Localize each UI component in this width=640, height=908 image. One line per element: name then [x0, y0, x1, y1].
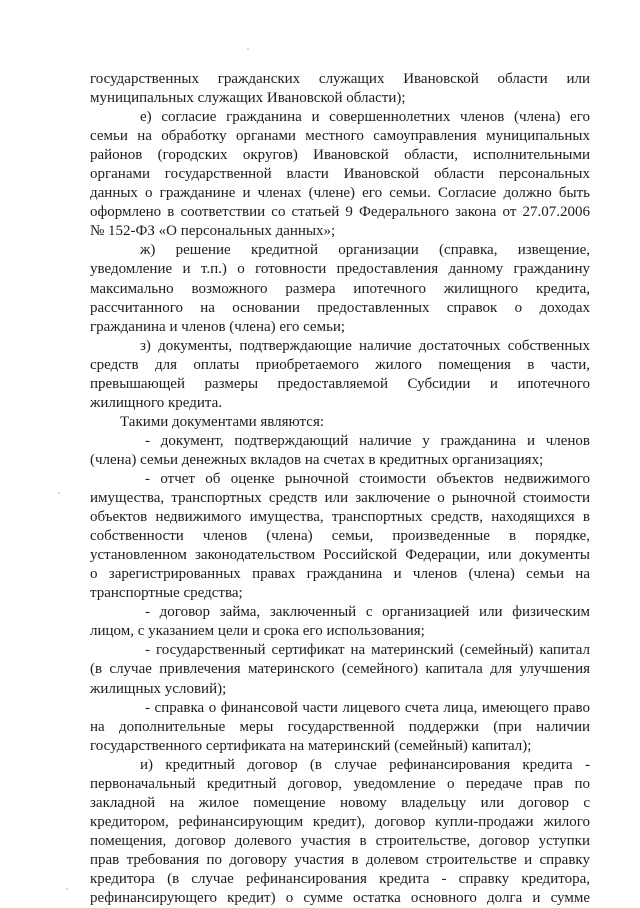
- text-line: жилищного кредита.: [90, 394, 223, 411]
- text-line: гражданина и членов (члена) его семьи;: [90, 318, 346, 335]
- text-line: районов (городских округов) Ивановской области, исполнительными: [90, 147, 590, 164]
- text-line: семьи на обработку органами местного самоуправления муниципальных: [90, 128, 590, 145]
- text-line: (члена) семьи денежных вкладов на счетах в кредитных организациях;: [90, 451, 544, 468]
- text-line: - документ, подтверждающий наличие у гражданина и членов: [145, 432, 590, 449]
- text-line: данных о гражданине и членах (члене) его семьи. Согласие должно быть: [90, 185, 590, 202]
- paragraph-z-own-funds: [90, 337, 590, 413]
- text-line: - договор займа, заключенный с организацией или физическим: [145, 604, 590, 621]
- text-line: объектов недвижимого имущества, транспортных средств, находящихся в: [90, 509, 590, 526]
- text-line: средств для оплаты приобретаемого жилого помещения в части,: [90, 356, 590, 373]
- text-line: - государственный сертификат на материнский (семейный) капитал: [145, 642, 590, 659]
- text-line: превышающей размеры предоставляемой Субсидии и ипотечного: [90, 375, 590, 392]
- text-line: з) документы, подтверждающие наличие достаточных собственных: [140, 337, 590, 354]
- paragraph-gov-servants: [90, 70, 590, 108]
- paragraph-such-documents: [90, 413, 590, 432]
- text-line: имущества, транспортных средств или заключение о рыночной стоимости: [90, 490, 590, 507]
- text-line: е) согласие гражданина и совершеннолетних членов (члена) его: [140, 109, 590, 126]
- text-line: № 152-ФЗ «О персональных данных»;: [90, 223, 336, 240]
- paragraph-dash-maternity: [90, 641, 590, 698]
- text-line: лицом, с указанием цели и срока его использования;: [90, 623, 425, 640]
- scan-speck: [58, 492, 60, 494]
- text-line: (в случае привлечения материнского (семейного) капитала для улучшения: [90, 661, 590, 678]
- text-line: рассчитанного на основании предоставленных справок о доходах: [90, 299, 590, 316]
- text-line: оформлено в соответствии со статьей 9 Федерального закона от 27.07.2006: [90, 204, 590, 221]
- text-line: установленном законодательством Российской Федерации, или документы: [90, 547, 590, 564]
- text-line: государственного сертификата на материнский (семейный) капитал);: [90, 737, 532, 754]
- text-line: - отчет об оценке рыночной стоимости объектов недвижимого: [145, 470, 590, 487]
- text-line: кредитора (в случае рефинансирования кредита - справку кредитора,: [90, 870, 590, 887]
- text-line: жилищных условий);: [90, 680, 227, 697]
- text-line: органами государственной власти Ивановской области персональных: [90, 166, 590, 183]
- text-line: собственности членов (члена) семьи, произведенные в порядке,: [90, 528, 590, 545]
- text-line: и) кредитный договор (в случае рефинансирования кредита -: [140, 756, 590, 773]
- text-line: рефинансирующего кредит) о сумме остатка основного долга и сумме: [90, 890, 590, 907]
- paragraph-dash-account-statement: [90, 699, 590, 756]
- paragraph-dash-deposits: [90, 432, 590, 470]
- text-line: максимально возможного размера ипотечного жилищного кредита,: [90, 280, 590, 297]
- document-body: [90, 70, 590, 908]
- scan-speck: [247, 48, 249, 50]
- paragraph-i-credit-agreement: [90, 756, 590, 908]
- text-line: закладной на жилое помещение новому владельцу или договор с: [90, 794, 590, 811]
- text-line: на дополнительные меры государственной поддержки (при наличии: [90, 718, 590, 735]
- text-line: прав требования по договору участия в долевом строительстве и справку: [90, 851, 590, 868]
- text-line: кредитором, рефинансирующим кредит), договор купли-продажи жилого: [90, 813, 590, 830]
- paragraph-e-consent: [90, 108, 590, 241]
- text-line: помещения, договор долевого участия в строительстве, договор уступки: [90, 832, 590, 849]
- scan-speck: [66, 888, 68, 890]
- text-line: первоначальный кредитный договор, уведомление о передаче прав по: [90, 775, 590, 792]
- text-line: Такими документами являются:: [120, 413, 325, 430]
- paragraph-dash-loan: [90, 603, 590, 641]
- text-line: ж) решение кредитной организации (справка, извещение,: [140, 242, 590, 259]
- text-line: государственных гражданских служащих Ивановской области или: [90, 71, 590, 87]
- paragraph-dash-valuation: [90, 470, 590, 603]
- text-line: о зарегистрированных правах гражданина и членов (члена) семьи на: [90, 566, 590, 583]
- text-line: муниципальных служащих Ивановской области);: [90, 90, 406, 107]
- text-line: транспортные средства;: [90, 585, 243, 602]
- text-line: уведомление и т.п.) о готовности предоставления данному гражданину: [90, 261, 590, 278]
- text-line: - справка о финансовой части лицевого счета лица, имеющего право: [145, 699, 590, 716]
- paragraph-zh-bank-decision: [90, 241, 590, 336]
